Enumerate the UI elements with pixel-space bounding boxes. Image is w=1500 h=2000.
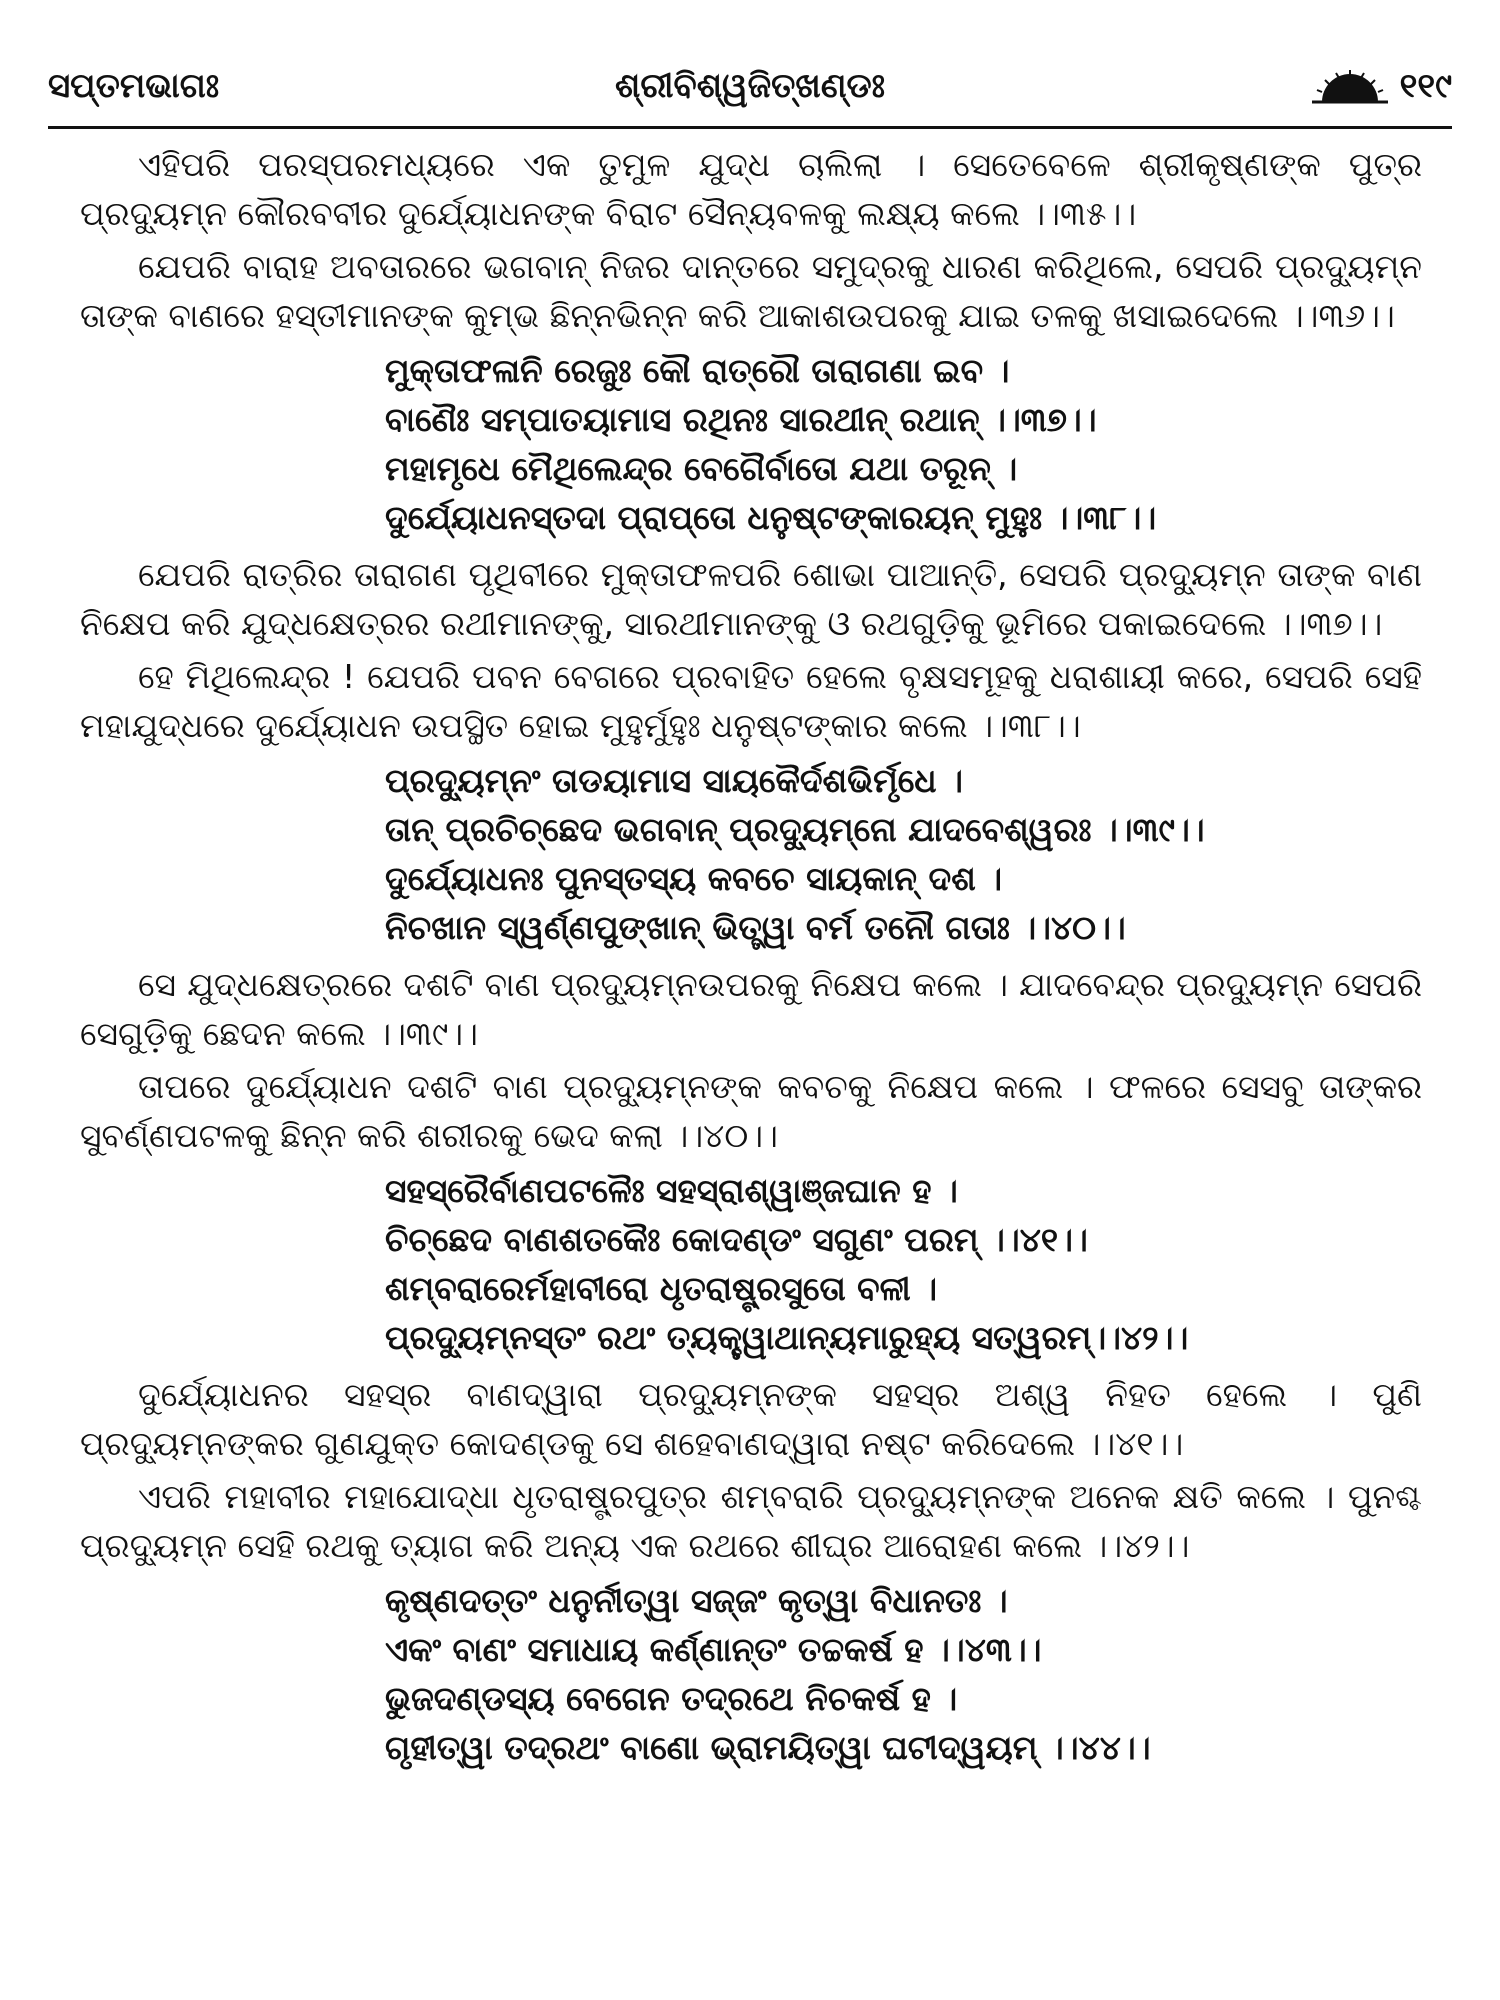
verse-line: ଗୃହୀତ୍ୱା ତଦ୍ରଥଂ ବାଣୋ ଭ୍ରାମୟିତ୍ୱା ଘଟୀଦ୍ୱୟମ୍ ।।୪୪।। <box>385 1728 1151 1767</box>
verse-line: ମୁକ୍ତାଫଳାନି ରେଜୁଃ କୌ ରାତ୍ରୌ ତାରାଗଣା ଇବ । <box>385 351 1010 390</box>
verse-line: ଶମ୍ବରାରେର୍ମହାବୀରୋ ଧୃତରାଷ୍ଟ୍ରସୁତୋ ବଳୀ । <box>385 1269 938 1308</box>
commentary-paragraph: ଏହିପରି ପରସ୍ପରମଧ୍ୟରେ ଏକ ତୁମୁଳ ଯୁଦ୍ଧ ଚାଲିଲା । ସେତେବେଳେ ଶ୍ରୀକୃଷ୍ଣଙ୍କ ପୁତ୍ର ପ୍ରଦ୍ୟୁମ୍ନ କୌରବବୀର ଦୁର୍ଯ୍ୟୋଧନଙ୍କ ବିରାଟ ସୈନ୍ୟବଳକୁ ଲକ୍ଷ୍ୟ କଲେ ।।୩୫।। <box>80 145 1422 233</box>
section-title: ଶ୍ରୀବିଶ୍ୱଜିତ୍ଖଣ୍ଡଃ <box>615 66 885 106</box>
verse-line: ପ୍ରଦ୍ୟୁମ୍ନଂ ତାଡୟାମାସ ସାୟକୈର୍ଦଶଭିର୍ମୃଧେ । <box>385 761 963 800</box>
commentary-paragraph: ତାପରେ ଦୁର୍ଯ୍ୟୋଧନ ଦଶଟି ବାଣ ପ୍ରଦ୍ୟୁମ୍ନଙ୍କ କବଚକୁ ନିକ୍ଷେପ କଲେ । ଫଳରେ ସେସବୁ ତାଙ୍କର ସୁବର୍ଣ୍ଣପଟଳକୁ ଛିନ୍ନ କରି ଶରୀରକୁ ଭେଦ କଲା ।।୪୦।। <box>80 1067 1422 1155</box>
verse-line: ଦୁର୍ଯ୍ୟୋଧନଃ ପୁନସ୍ତସ୍ୟ କବଚେ ସାୟକାନ୍ ଦଶ । <box>385 859 1003 898</box>
sanskrit-verse <box>385 1166 1422 1362</box>
sanskrit-verse <box>385 346 1422 542</box>
verse-line: ଏକଂ ବାଣଂ ସମାଧାୟ କର୍ଣ୍ଣାନ୍ତଂ ତଚ୍ଚକର୍ଷ ହ ।।୪୩।। <box>385 1630 1042 1669</box>
sunburst-ornament-icon <box>1310 68 1390 104</box>
header-rule <box>48 126 1452 129</box>
verse-line: ସହସ୍ରୈର୍ବାଣପଟଳୈଃ ସହସ୍ରାଶ୍ୱାଞ୍ଜଘାନ ହ । <box>385 1171 958 1210</box>
verse-line: ଚିଚ୍ଛେଦ ବାଣଶତକୈଃ କୋଦଣ୍ଡଂ ସଗୁଣଂ ପରମ୍ ।।୪୧।। <box>385 1220 1088 1259</box>
verse-line: ବାଣୈଃ ସମ୍ପାତୟାମାସ ରଥିନଃ ସାରଥୀନ୍ ରଥାନ୍ ।।୩୭।। <box>385 400 1097 439</box>
page-header <box>48 62 1452 122</box>
verse-line: ତାନ୍ ପ୍ରଚିଚ୍ଛେଦ ଭଗବାନ୍ ପ୍ରଦ୍ୟୁମ୍ନୋ ଯାଦବେଶ୍ୱରଃ ।।୩୯।। <box>385 810 1205 849</box>
page-number: ୧୧୯ <box>1399 66 1452 106</box>
verse-line: ଭୁଜଦଣ୍ଡସ୍ୟ ବେଗେନ ତଦ୍ରଥେ ନିଚକର୍ଷ ହ । <box>385 1679 958 1718</box>
commentary-paragraph: ଯେପରି ବାରାହ ଅବତାରରେ ଭଗବାନ୍ ନିଜର ଦାନ୍ତରେ ସମୁଦ୍ରକୁ ଧାରଣ କରିଥିଲେ, ସେପରି ପ୍ରଦ୍ୟୁମ୍ନ ତାଙ୍କ ବାଣରେ ହସ୍ତୀମାନଙ୍କ କୁମ୍ଭ ଛିନ୍ନଭିନ୍ନ କରି ଆକାଶଉପରକୁ ଯାଇ ତଳକୁ ଖସାଇଦେଲେ ।।୩୬।। <box>80 247 1422 335</box>
verse-line: ପ୍ରଦ୍ୟୁମ୍ନସ୍ତଂ ରଥଂ ତ୍ୟକ୍ତ୍ୱାଥାନ୍ୟମାରୁହ୍ୟ ସତ୍ୱରମ୍।।୪୨।। <box>385 1318 1189 1357</box>
verse-line: ଦୁର୍ଯ୍ୟୋଧନସ୍ତଦା ପ୍ରାପ୍ତୋ ଧନୁଷ୍ଟଙ୍କାରୟନ୍ ମୁହୁଃ ।।୩୮।। <box>385 498 1157 537</box>
part-title: ସପ୍ତମଭାଗଃ <box>48 66 220 106</box>
sanskrit-verse <box>385 1576 1422 1772</box>
page-body <box>80 140 1422 1780</box>
commentary-paragraph: ହେ ମିଥିଲେନ୍ଦ୍ର ! ଯେପରି ପବନ ବେଗରେ ପ୍ରବାହିତ ହେଲେ ବୃକ୍ଷସମୂହକୁ ଧରାଶାୟୀ କରେ, ସେପରି ସେହି ମହାଯୁଦ୍ଧରେ ଦୁର୍ଯ୍ୟୋଧନ ଉପସ୍ଥିତ ହୋଇ ମୁହୁର୍ମୁହୁଃ ଧନୁଷ୍ଟଙ୍କାର କଲେ ।।୩୮।। <box>80 657 1422 745</box>
sanskrit-verse <box>385 756 1422 952</box>
commentary-paragraph: ଏପରି ମହାବୀର ମହାଯୋଦ୍ଧା ଧୃତରାଷ୍ଟ୍ରପୁତ୍ର ଶମ୍ବରାରି ପ୍ରଦ୍ୟୁମ୍ନଙ୍କ ଅନେକ କ୍ଷତି କଲେ । ପୁନଶ୍ଚ ପ୍ରଦ୍ୟୁମ୍ନ ସେହି ରଥକୁ ତ୍ୟାଗ କରି ଅନ୍ୟ ଏକ ରଥରେ ଶୀଘ୍ର ଆରୋହଣ କଲେ ।।୪୨।। <box>80 1477 1422 1565</box>
commentary-paragraph: ଯେପରି ରାତ୍ରିର ତାରାଗଣ ପୃଥିବୀରେ ମୁକ୍ତାଫଳପରି ଶୋଭା ପାଆନ୍ତି, ସେପରି ପ୍ରଦ୍ୟୁମ୍ନ ତାଙ୍କ ବାଣ ନିକ୍ଷେପ କରି ଯୁଦ୍ଧକ୍ଷେତ୍ରର ରଥୀମାନଙ୍କୁ, ସାରଥୀମାନଙ୍କୁ ଓ ରଥଗୁଡ଼ିକୁ ଭୂମିରେ ପକାଇଦେଲେ ।।୩୭।। <box>80 555 1422 643</box>
commentary-paragraph: ଦୁର୍ଯ୍ୟୋଧନର ସହସ୍ର ବାଣଦ୍ୱାରା ପ୍ରଦ୍ୟୁମ୍ନଙ୍କ ସହସ୍ର ଅଶ୍ୱ ନିହତ ହେଲେ । ପୁଣି ପ୍ରଦ୍ୟୁମ୍ନଙ୍କର ଗୁଣଯୁକ୍ତ କୋଦଣ୍ଡକୁ ସେ ଶହେବାଣଦ୍ୱାରା ନଷ୍ଟ କରିଦେଲେ ।।୪୧।। <box>80 1375 1422 1463</box>
verse-line: ମହାମୃଧେ ମୈଥିଲେନ୍ଦ୍ର ବେଗୈର୍ବାତୋ ଯଥା ତରୂନ୍ । <box>385 449 1018 488</box>
page-number-group <box>1310 66 1452 106</box>
verse-line: କୃଷ୍ଣଦତ୍ତଂ ଧନୁର୍ନୀତ୍ୱା ସଜ୍ଜଂ କୃତ୍ୱା ବିଧାନତଃ । <box>385 1581 1008 1620</box>
verse-line: ନିଚଖାନ ସ୍ୱର୍ଣ୍ଣପୁଙ୍ଖାନ୍ ଭିତ୍ତ୍ୱା ବର୍ମ ତନୌ ଗତାଃ ।।୪୦।। <box>385 908 1126 947</box>
commentary-paragraph: ସେ ଯୁଦ୍ଧକ୍ଷେତ୍ରରେ ଦଶଟି ବାଣ ପ୍ରଦ୍ୟୁମ୍ନଉପରକୁ ନିକ୍ଷେପ କଲେ । ଯାଦବେନ୍ଦ୍ର ପ୍ରଦ୍ୟୁମ୍ନ ସେପରି ସେଗୁଡ଼ିକୁ ଛେଦନ କଲେ ।।୩୯।। <box>80 965 1422 1053</box>
